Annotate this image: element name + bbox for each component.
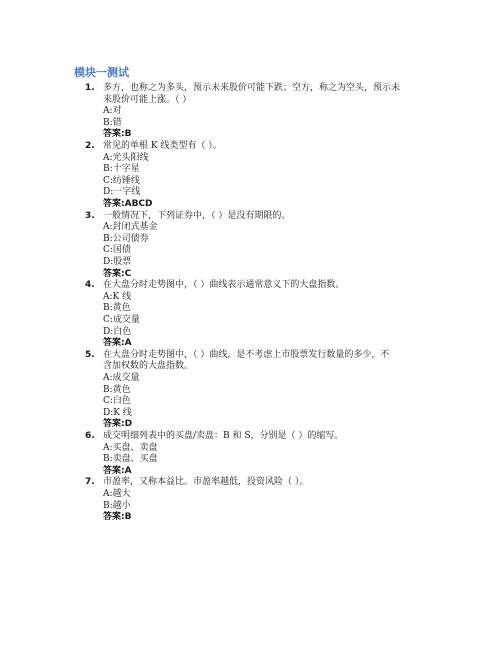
answer-option: D:一字线 [103,187,141,198]
question-text: 多方，也称之为多头，预示未来股价可能下跌；空方，称之为空头，预示未 [103,83,401,93]
answer-option: C:国债 [103,245,131,256]
question-text: 成交明细列表中的买盘/卖盘：B 和 S，分别是（ ）的缩写。 [103,431,344,441]
answer-option: D:K 线 [103,407,132,418]
answer-option: D:白色 [103,326,132,337]
question-number: 5. [85,349,95,360]
answer-option: A:对 [103,106,122,117]
answer-key: 答案:ABCD [103,199,153,209]
question-text: 常见的单根 K 线类型有（ ）。 [103,141,222,151]
answer-option: A:买盘、卖盘 [103,442,158,453]
answer-option: A:成交量 [103,372,140,383]
answer-option: A:越大 [103,488,131,499]
answer-key: 答案:A [103,465,132,476]
question-number: 1. [85,83,95,93]
answer-option: D:股票 [103,256,132,267]
answer-key: 答案:B [103,129,132,140]
question-text: 一般情况下，下列证券中，（ ）是没有期限的。 [103,210,291,221]
question-number: 4. [85,280,95,291]
answer-option: B:越小 [103,500,131,511]
question-text: 来股价可能上涨。（ ） [103,94,192,105]
question-number: 2. [85,141,95,151]
question-text: 含加权数的大盘指数。 [103,361,194,372]
answer-option: C:成交量 [103,314,140,325]
answer-option: B:公司债券 [103,233,149,244]
answer-option: C:白色 [103,396,131,407]
question-text: 在大盘分时走势图中，（ ）曲线表示通常意义下的大盘指数。 [103,280,345,291]
question-number: 7. [85,477,95,488]
answer-option: C:纺锤线 [103,175,140,186]
answer-option: B:十字星 [103,164,140,175]
answer-key: 答案:D [103,419,133,430]
answer-option: B:卖盘、买盘 [103,454,158,465]
answer-option: B:黄色 [103,384,131,395]
answer-key: 答案:A [103,338,132,349]
answer-option: A:光头阳线 [103,152,149,163]
question-number: 6. [85,431,95,441]
answer-key: 答案:C [103,268,132,279]
answer-option: A:K 线 [103,291,132,302]
question-text: 市盈率，又称本益比。市盈率越低，投资风险（ ）。 [103,477,309,488]
page-title: 模块一测试 [74,66,129,79]
answer-option: B:错 [103,117,122,128]
question-text: 在大盘分时走势图中，（ ）曲线，是不考虑上市股票发行数量的多少，不 [103,349,390,360]
answer-option: A:封闭式基金 [103,222,158,233]
answer-option: B:黄色 [103,303,131,314]
question-number: 3. [85,210,95,221]
answer-key: 答案:B [103,512,132,523]
